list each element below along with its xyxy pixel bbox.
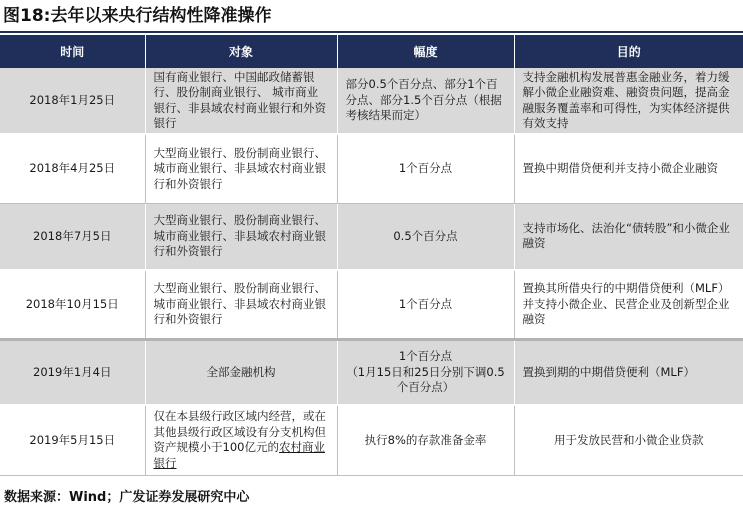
table-header-row [0,35,743,68]
cell-object: 大型商业银行、股份制商业银行、城市商业银行、非县域农村商业银行和外资银行 [145,203,337,270]
cell-object: 国有商业银行、中国邮政储蓄银行、股份制商业银行、 城市商业银行、非县域农村商业银行和外资银行 [145,68,337,134]
header-amount: 幅度 [337,35,514,68]
object-text: 仅在本县级行政区域内经营，或在其他县级行政区域设有分支机构但资产规模小于100亿元的 [153,409,326,455]
header-time: 时间 [0,35,145,68]
cell-amount: 0.5个百分点 [337,203,514,270]
table-row [0,203,743,270]
cell-amount: 部分0.5个百分点、部分1个百分点、部分1.5个百分点（根据考核结果而定） [337,68,514,134]
cell-object [145,405,337,475]
table-row [0,134,743,203]
header-object: 对象 [145,35,337,68]
table-row [0,270,743,339]
cell-time: 2018年7月5日 [0,203,145,270]
cell-purpose: 支持市场化、法治化“债转股”和小微企业融资 [514,203,743,270]
cell-time: 2018年4月25日 [0,134,145,203]
reserve-cut-table [0,35,743,476]
cell-purpose: 置换中期借贷便利并支持小微企业融资 [514,134,743,203]
cell-amount: 1个百分点 [337,270,514,339]
source-note: 数据来源：Wind；广发证券发展研究中心 [4,490,250,505]
cell-object: 大型商业银行、股份制商业银行、城市商业银行、非县域农村商业银行和外资银行 [145,134,337,203]
header-purpose: 目的 [514,35,743,68]
figure-title: 图18:去年以来央行结构性降准操作 [3,6,272,26]
title-rule [0,31,743,33]
table-row [0,339,743,405]
cell-time: 2019年5月15日 [0,405,145,475]
cell-time: 2018年1月25日 [0,68,145,134]
cell-time: 2018年10月15日 [0,270,145,339]
object-underlined-text: 农村商业银行 [153,440,325,470]
table-row [0,68,743,134]
cell-time: 2019年1月4日 [0,339,145,405]
cell-purpose: 置换到期的中期借贷便利（MLF） [514,339,743,405]
cell-object: 全部金融机构 [145,339,337,405]
cell-purpose: 置换其所借央行的中期借贷便利（MLF）并支持小微企业、民营企业及创新型企业融资 [514,270,743,339]
amount-line: （1月15日和25日分别下调0.5个百分点） [346,364,505,394]
table-row [0,405,743,475]
cell-purpose: 支持金融机构发展普惠金融业务，着力缓解小微企业融资难、融资贵问题，提高金融服务覆盖率和可得性，为实体经济提供有效支持 [514,68,743,134]
cell-purpose: 用于发放民营和小微企业贷款 [514,405,743,475]
cell-amount: 执行8%的存款准备金率 [337,405,514,475]
amount-line: 1个百分点 [398,349,453,363]
cell-amount: 1个百分点 [337,134,514,203]
cell-object: 大型商业银行、股份制商业银行、城市商业银行、非县域农村商业银行和外资银行 [145,270,337,339]
cell-amount [337,339,514,405]
